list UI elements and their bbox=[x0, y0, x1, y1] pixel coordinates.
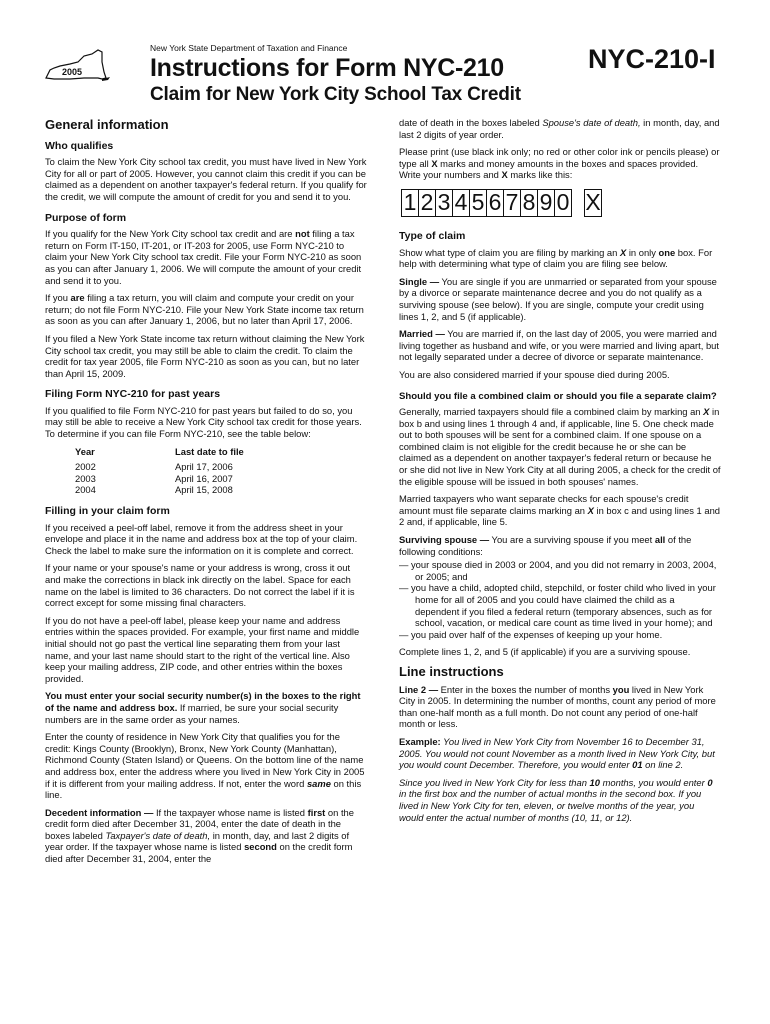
decedent-text: Decedent information — If the taxpayer whose name is listed first on the credit form died after December 31, 2004, enter the date of death in the boxes labeled Taxpayer's date of death, in month, day, and last 2 digits of year order. If the taxpayer whose name is listed second on the credit form died after December 31, 2004, enter the bbox=[45, 806, 354, 865]
new-york-state-logo bbox=[40, 48, 112, 86]
sample-digit: 7 bbox=[504, 190, 521, 216]
filling-p1: If you received a peel-off label, remove it from the address sheet in your envelope and place it in the name and address box at the top of your claim. Check the label to make sure the information on it is complete and correct. bbox=[45, 521, 358, 556]
past-years-heading: Filing Form NYC-210 for past years bbox=[45, 388, 221, 401]
left-column bbox=[45, 117, 367, 871]
type-of-claim-text: Show what type of claim you are filing by marking an X in only one box. For help with determining what type of claim you are filing see below. bbox=[399, 246, 713, 270]
purpose-p3: If you filed a New York State income tax return without claiming the New York City school tax credit, you may still be able to claim the credit. To claim the credit for tax year 2005, file Form NYC-210 as soon as you can, but no later than April 15, 2009. bbox=[45, 332, 365, 379]
sample-x-box: X bbox=[585, 189, 601, 216]
sample-digit: 8 bbox=[521, 190, 538, 216]
filling-p5: Enter the county of residence in New York City that qualifies you for the credit: Kings County (Brooklyn), Bronx, New York County (Manhattan), Richmond County (Staten Island) or Queens. On the bottom line of the name and address box, enter the address where you lived in New York City in 2005 if it is different from your mailing address. If not, enter the word same on this line. bbox=[45, 731, 365, 801]
sample-digit-boxes bbox=[401, 189, 572, 217]
table-row: 2002 April 17, 2006 bbox=[75, 461, 233, 473]
purpose-heading: Purpose of form bbox=[45, 211, 127, 224]
table-row: 2004 April 15, 2008 bbox=[75, 484, 233, 496]
sample-digit: 6 bbox=[487, 190, 504, 216]
list-item: — you paid over half of the expenses of keeping up your home. bbox=[399, 628, 663, 640]
single-text: Single — You are single if you are unmarried or separated from your spouse by a divorce or separate maintenance decree and you do not qualify as a surviving spouse (see below). If you are single, compute your credit using lines 1, 2, and 5 (if applicable). bbox=[399, 275, 717, 322]
filling-p3: If you do not have a peel-off label, please keep your name and address entries within the spaces provided. For example, your first name and middle initial should not go past the vertical line separating them from your last name, and your last name should start to the right of the vertical line. Also keep your mailing address, ZIP code, and other entries within the boxes provided. bbox=[45, 614, 360, 684]
surviving-spouse-text: Surviving spouse — You are a surviving spouse if you meet all of the following conditions: bbox=[399, 534, 692, 557]
list-item: — you have a child, adopted child, stepchild, or foster child who lived in your home for all of 2005 and you could have claimed the child as a dependent if you filed a federal return (temporary absences, such as for school, vacation, or medical care count as time lived in your home); and bbox=[399, 582, 716, 629]
page-title: Instructions for Form NYC-210 bbox=[150, 54, 504, 82]
line-2-text: Line 2 — Enter in the boxes the number of months you lived in New York City in 2005. In determining the number of months, count any period of more than one-half month as a full month. Do not count any period of one-half month or less. bbox=[399, 683, 716, 730]
purpose-p2: If you are filing a tax return, you will claim and compute your credit on your return; do not file Form NYC-210. File your New York State income tax return as soon as you can after January 1, 2006, but no later than April 17, 2006. bbox=[45, 292, 364, 327]
logo-year: 2005 bbox=[62, 67, 83, 77]
line-instructions-heading: Line instructions bbox=[399, 663, 504, 679]
past-years-text: If you qualified to file Form NYC-210 for past years but failed to do so, you may still be able to receive a New York City school tax credit for those years. To determine if you can file Form NYC-210, see the table below: bbox=[45, 404, 362, 440]
table-header-year: Year bbox=[75, 445, 95, 457]
conditions-list bbox=[399, 559, 721, 640]
filling-p4: You must enter your social security number(s) in the boxes to the right of the name and address box. If married, be sure your social security numbers are in the same order as your names. bbox=[45, 690, 361, 725]
combined-p1: Generally, married taxpayers should file a combined claim by marking an X in box b and using lines 1 through 4 and, if applicable, line 5. One check made out to both spouses will be sent for a combined claim. If one spouse on a combined claim is not eligible for the credit because he or she can be claimed as a dependent on another taxpayer's federal return or because he or she did not live in New York City at all during 2005, a check for the credit of the eligible spouse will be issued in both spouses' names. bbox=[399, 406, 721, 487]
married-text: Married — You are married if, on the last day of 2005, you were married and living together as husband and wife, or you were married and living apart, but not legally separated under a decree of divorce or separate maintenance. bbox=[399, 328, 719, 363]
sample-digit: 1 bbox=[402, 190, 419, 216]
who-text: To claim the New York City school tax credit, you must have lived in New York City for all or part of 2005. However, you cannot claim this credit if you can be claimed as a dependent on another taxpayer's federal return. If you qualify for the credit, we will compute the amount of credit for you and send it to you. bbox=[45, 156, 367, 202]
filing-dates-table bbox=[75, 446, 295, 496]
sample-digit: 5 bbox=[470, 190, 487, 216]
list-item: — your spouse died in 2003 or 2004, and you did not remarry in 2003, 2004, or 2005; and bbox=[399, 559, 717, 582]
sample-digit: 0 bbox=[556, 189, 570, 216]
example-text: Example: You lived in New York City from November 16 to December 31, 2005. You would not count November as a month lived in New York City, but you would count December. Therefore, you would enter 01 on line 2. bbox=[399, 735, 715, 771]
complete-lines-text: Complete lines 1, 2, and 5 (if applicable) if you are a surviving spouse. bbox=[399, 646, 691, 658]
type-of-claim-heading: Type of claim bbox=[399, 229, 466, 242]
purpose-p1: If you qualify for the New York City school tax credit and are not filing a tax return on Form IT-150, IT-201, or IT-203 for 2005, use Form NYC-210 to claim your New York City school tax credit. File your Form NYC-210 as soon as you can after January 1, 2006. We will compute the amount of your credit and send it to you. bbox=[45, 228, 362, 286]
sample-digit: 3 bbox=[436, 190, 453, 216]
page-subtitle: Claim for New York City School Tax Credit bbox=[150, 84, 521, 105]
filling-p2: If your name or your spouse's name or your address is wrong, cross it out and make the corrections in black ink directly on the label. Space for each name on the label is limited to 36 characters. Do not correct the label if it is correct except for some missing final characters. bbox=[45, 562, 355, 609]
sample-digit: 9 bbox=[538, 190, 555, 216]
table-row: 2003 April 16, 2007 bbox=[75, 472, 233, 484]
general-heading: General information bbox=[45, 117, 169, 132]
table-header-last-date: Last date to file bbox=[175, 445, 244, 457]
agency-name: New York State Department of Taxation and Finance bbox=[150, 43, 348, 53]
filling-heading: Filling in your claim form bbox=[45, 505, 170, 518]
form-number: NYC-210-I bbox=[588, 44, 716, 74]
who-heading: Who qualifies bbox=[45, 139, 114, 152]
sample-entry-boxes bbox=[401, 187, 721, 217]
right-column bbox=[399, 117, 721, 829]
sample-digit: 4 bbox=[453, 190, 470, 216]
since-text: Since you lived in New York City for less than 10 months, you would enter 0 in the first box and the number of actual months in the second box. If you lived in New York City for ten, eleven, or twelve months of the year, you would enter the actual number of months (10, 11, or 12). bbox=[399, 776, 713, 823]
married-p2: You are also considered married if your spouse died during 2005. bbox=[399, 368, 670, 380]
decedent-continued: date of death in the boxes labeled Spouse's date of death, in month, day, and last 2 digits of year order. bbox=[399, 117, 720, 140]
print-instructions: Please print (use black ink only; no red or other color ink or pencils please) or type all X marks and money amounts in the boxes and spaces provided. Write your numbers and X marks like this: bbox=[399, 146, 720, 181]
combined-p2: Married taxpayers who want separate checks for each spouse's credit amount must file separate claims marking an X in box c and using lines 1 and 2 and, if applicable, line 5. bbox=[399, 493, 721, 528]
combined-heading: Should you file a combined claim or should you file a separate claim? bbox=[399, 390, 717, 402]
sample-digit: 2 bbox=[419, 190, 436, 216]
